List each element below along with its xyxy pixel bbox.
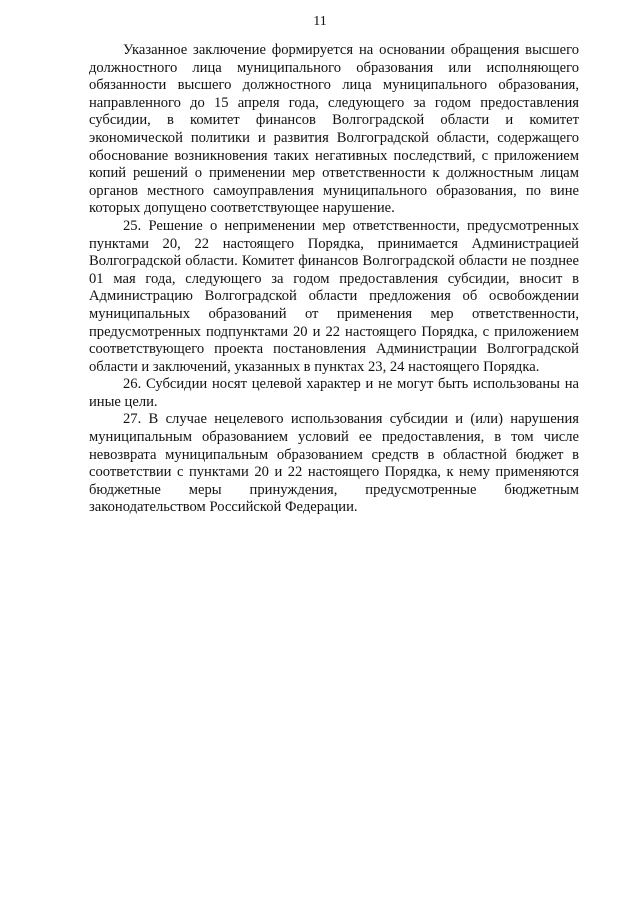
document-body	[89, 42, 579, 517]
page-number: 11	[313, 14, 327, 29]
paragraph-25: 25. Решение о неприменении мер ответственности, предусмотренных пунктами 20, 22 настоящего Порядка, принимается Администрацией Волгоградской области. Комитет финансов Волгоградской области не позднее 01 мая года, следующего за годом предоставления субсидии, вносит в Администрацию Волгоградской области предложения об освобождении муниципальных образований от применения мер ответственности, предусмотренных подпунктами 20 и 22 настоящего Порядка, с приложением соответствующего проекта постановления Администрации Волгоградской области и заключений, указанных в пунктах 23, 24 настоящего Порядка.	[89, 217, 579, 375]
paragraph-26: 26. Субсидии носят целевой характер и не могут быть использованы на иные цели.	[89, 376, 579, 410]
paragraph-27: 27. В случае нецелевого использования субсидии и (или) нарушения муниципальным образованием условий ее предоставления, в том числе невозврата муниципальным образованием средств в областной бюджет в соответствии с пунктами 20 и 22 настоящего Порядка, к нему применяются бюджетные меры принуждения, предусмотренные бюджетным законодательством Российской Федерации.	[89, 411, 579, 516]
paragraph-conclusion-basis: Указанное заключение формируется на основании обращения высшего должностного лица муниципального образования или исполняющего обязанности высшего должностного лица муниципального образования, направленного до 15 апреля года, следующего за годом предоставления субсидии, в комитет финансов Волгоградской области и комитет экономической политики и развития Волгоградской области, содержащего обоснование возникновения таких негативных последствий, с приложением копий решений о применении мер ответственности к должностным лицам органов местного самоуправления муниципального образования, по вине которых допущено соответствующее нарушение.	[89, 42, 579, 217]
